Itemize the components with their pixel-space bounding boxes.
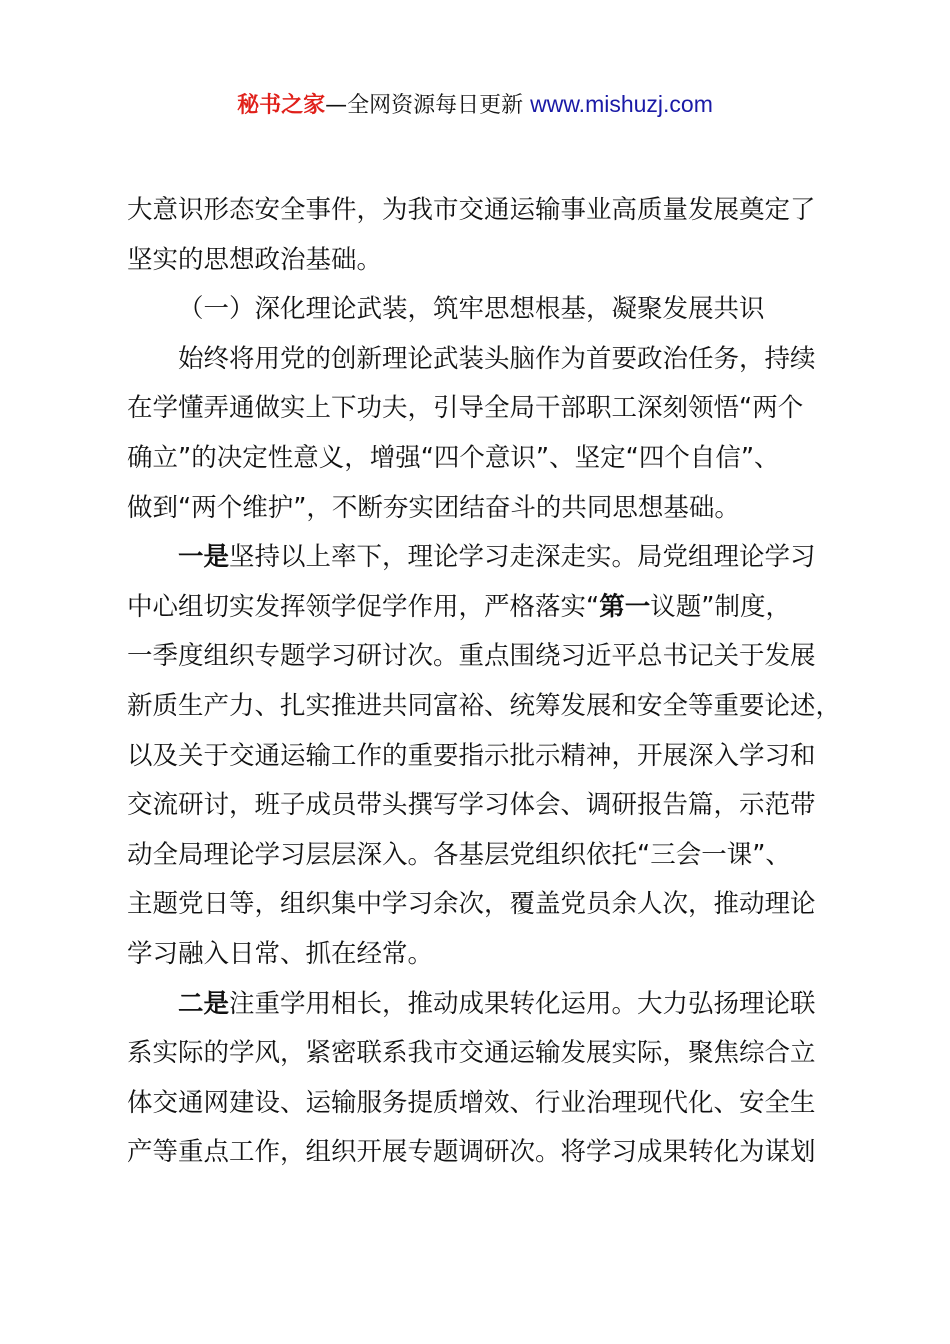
text-line: 交流研讨，班子成员带头撰写学习体会、调研报告篇，示范带 <box>127 790 816 821</box>
text-line: 始终将用党的创新理论武装头脑作为首要政治任务，持续 <box>178 343 816 374</box>
text-line: 动全局理论学习层层深入。各基层党组织依托“三会一课”、 <box>127 839 791 870</box>
text-line: 新质生产力、扎实推进共同富裕、统筹发展和安全等重要论述， <box>127 690 842 721</box>
text-segment: 中心组切实发挥领学促学作用，严格落实“ <box>127 591 600 622</box>
text-segment: 议题”制度， <box>650 591 791 622</box>
page-header <box>0 88 950 122</box>
document-body <box>127 186 867 1178</box>
text-line: 大意识形态安全事件，为我市交通运输事业高质量发展奠定了 <box>127 195 816 225</box>
text-line: 以及关于交通运输工作的重要指示批示精神，开展深入学习和 <box>127 740 816 771</box>
text-line: 系实际的学风，紧密联系我市交通运输发展实际，聚焦综合立 <box>127 1038 816 1069</box>
text-segment: 坚持以上率下，理论学习走深走实。局党组理论学习 <box>229 542 816 573</box>
section-heading: （一）深化理论武装，筑牢思想根基，凝聚发展共识 <box>178 294 765 325</box>
text-line <box>127 583 867 633</box>
text-line <box>127 533 867 583</box>
site-link[interactable]: www.mishuzj.com <box>530 91 713 117</box>
text-line <box>127 980 867 1030</box>
text-line: 体交通网建设、运输服务提质增效、行业治理现代化、安全生 <box>127 1087 816 1118</box>
bold-marker-second: 二是 <box>178 988 230 1019</box>
text-line: 学习融入日常、抓在经常。 <box>127 938 434 969</box>
text-line: 做到“两个维护”，不断夯实团结奋斗的共同思想基础。 <box>127 492 740 523</box>
text-line: 在学懂弄通做实上下功夫，引导全局干部职工深刻领悟“两个 <box>127 393 804 424</box>
text-line: 主题党日等，组织集中学习余次，覆盖党员余人次，推动理论 <box>127 889 816 920</box>
text-segment: 注重学用相长，推动成果转化运用。大力弘扬理论联 <box>229 988 816 1019</box>
text-line: 确立”的决定性意义，增强“四个意识”、坚定“四个自信”、 <box>127 442 780 473</box>
brand-name: 秘书之家 <box>237 93 326 118</box>
header-tagline: —全网资源每日更新 <box>325 93 531 118</box>
bold-marker-first: 一是 <box>178 542 230 573</box>
bold-marker-topic: 第一 <box>599 591 651 622</box>
text-line: 一季度组织专题学习研讨次。重点围绕习近平总书记关于发展 <box>127 641 816 672</box>
text-line: 坚实的思想政治基础。 <box>127 244 383 275</box>
text-line: 产等重点工作，组织开展专题调研次。将学习成果转化为谋划 <box>127 1137 816 1168</box>
